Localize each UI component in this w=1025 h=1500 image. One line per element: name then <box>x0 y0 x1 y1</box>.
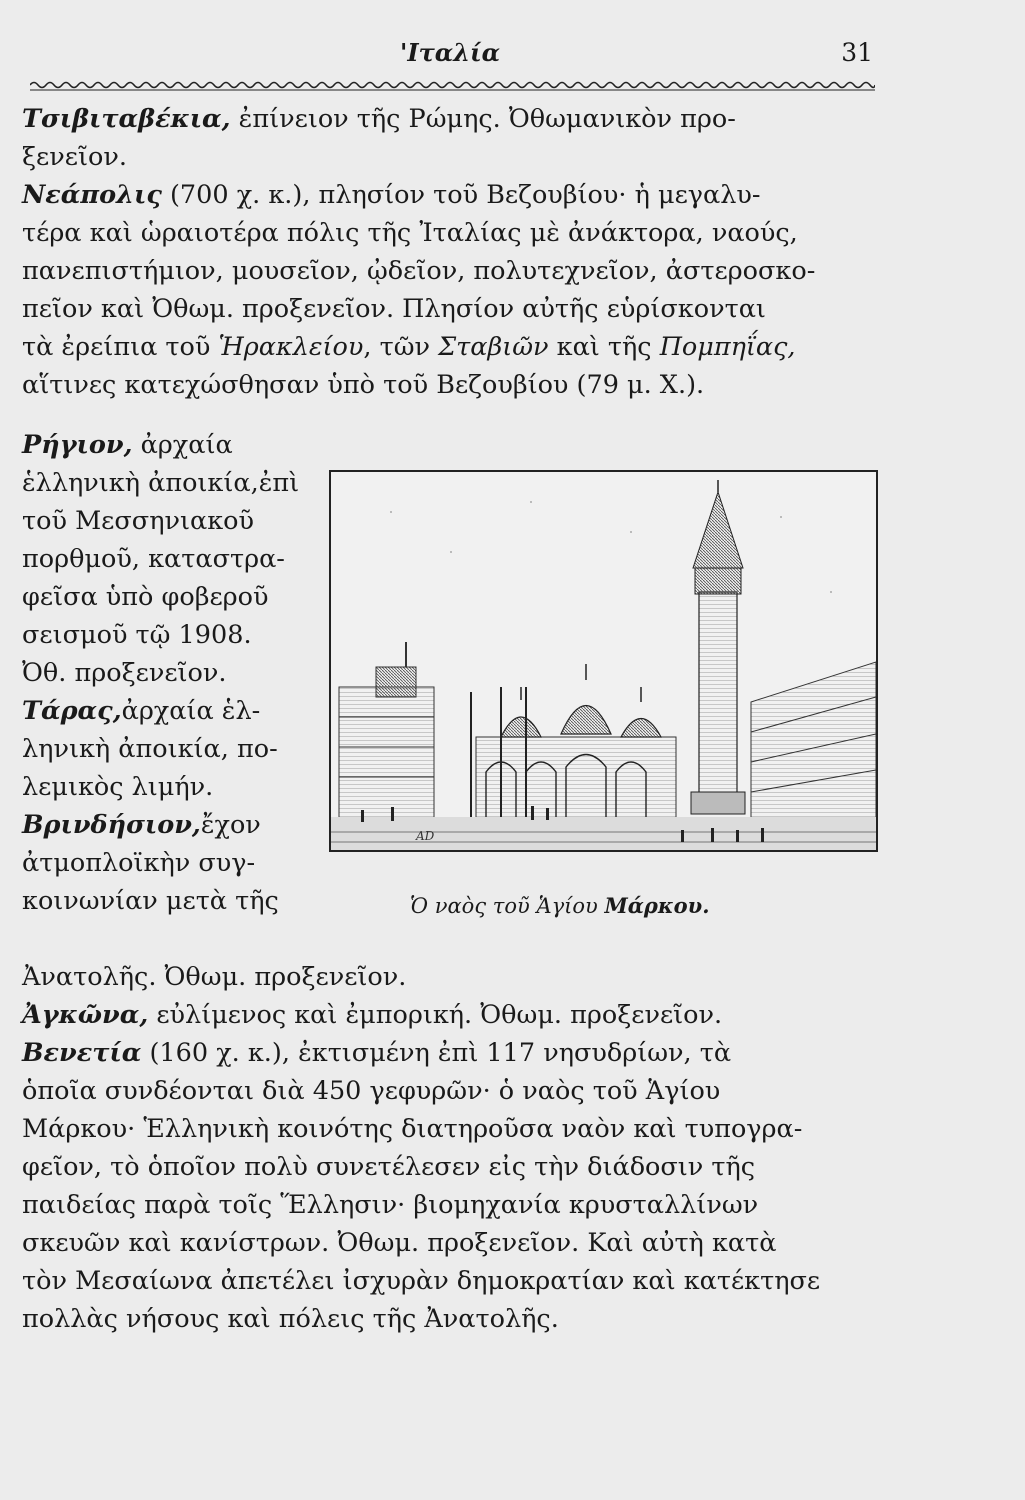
entry-text: τὸν Μεσαίωνα ἀπετέλει ἰσχυρὰν δημοκρατίαν καὶ κατέκτησε <box>22 1266 821 1296</box>
entry-text: σεισμοῦ τῷ 1908. <box>22 620 252 650</box>
entry-term: Ρήγιον, <box>22 430 133 460</box>
entry-text <box>22 328 882 366</box>
entry-vrintision <box>22 806 322 844</box>
entry-text: πορθμοῦ, καταστρα- <box>22 544 285 574</box>
entry-text: πεῖον καὶ Ὀθωμ. προξενεῖον. Πλησίον αὐτῆς εὑρίσκονται <box>22 294 766 324</box>
entry-text: ἐπίνειον τῆς Ρώμης. Ὀθωμανικὸν προ- <box>230 104 736 134</box>
entry-text: πανεπιστήμιον, μουσεῖον, ᾠδεῖον, πολυτεχνεῖον, ἀστεροσκο- <box>22 256 816 286</box>
entry-text: Ὀθ. προξενεῖον. <box>22 658 227 688</box>
text-run: τὰ ἐρείπια τοῦ <box>22 332 219 362</box>
entry-text: (160 χ. κ.), ἐκτισμένη ἐπὶ 117 νησυδρίων, τὰ <box>141 1038 732 1068</box>
engraver-monogram: AD <box>416 829 435 843</box>
entry-term: Βρινδήσιον, <box>22 810 201 840</box>
entry-term: Νεάπολις <box>22 180 162 210</box>
entry-rigion <box>22 426 322 464</box>
entry-text: σκευῶν καὶ κανίστρων. Ὀθωμ. προξενεῖον. Καὶ αὐτὴ κατὰ <box>22 1228 777 1258</box>
entry-text: παιδείας παρὰ τοῖς Ἕλλησιν· βιομηχανία κρυσταλλίνων <box>22 1190 759 1220</box>
entry-text: ἀρχαία <box>132 430 233 460</box>
italic-place-name: Σταβιῶν <box>438 332 549 362</box>
entry-text: ἀτμοπλοϊκὴν συγ- <box>22 848 256 878</box>
entry-text: εὐλίμενος καὶ ἐμπορική. Ὀθωμ. προξενεῖον. <box>148 1000 723 1030</box>
entry-text: ληνικὴ ἀποικία, πο- <box>22 734 278 764</box>
entry-text: ἔχον <box>200 810 261 840</box>
entry-text: ξενεῖον. <box>22 142 127 172</box>
entry-text: αἵτινες κατεχώσθησαν ὑπὸ τοῦ Βεζουβίου (79 μ. Χ.). <box>22 370 705 400</box>
entry-text: ἑλληνικὴ ἀποικία,ἐπὶ <box>22 468 300 498</box>
entry-text: λεμικὸς λιμήν. <box>22 772 214 802</box>
entry-term: Τσιβιταβέκια, <box>22 104 231 134</box>
caption-text-bold: Μάρκου. <box>604 893 710 918</box>
entry-tsivitavekia <box>22 100 882 138</box>
entry-text: κοινωνίαν μετὰ τῆς <box>22 886 279 916</box>
entry-neapolis <box>22 176 882 214</box>
entry-text: Ἀνατολῆς. Ὀθωμ. προξενεῖον. <box>22 962 407 992</box>
italic-place-name: Πομπηΐας, <box>659 332 796 362</box>
entry-term: Ἀγκῶνα, <box>22 1000 149 1030</box>
bottom-text-block <box>22 958 882 1338</box>
entry-term: Βενετία <box>22 1038 142 1068</box>
entry-text: τοῦ Μεσσηνιακοῦ <box>22 506 254 536</box>
entry-taras <box>22 692 322 730</box>
figure-caption <box>410 893 710 918</box>
entry-text: τέρα καὶ ὡραιοτέρα πόλις τῆς Ἰταλίας μὲ ἀνάκτορα, ναούς, <box>22 218 798 248</box>
page-header <box>0 38 1025 78</box>
text-run: , τῶν <box>363 332 439 362</box>
entry-text: ἀρχαία ἑλ- <box>121 696 261 726</box>
wavy-header-rule <box>30 78 875 92</box>
running-title: 'Ιταλία <box>400 38 501 67</box>
entry-text: φεῖον, τὸ ὁποῖον πολὺ συνετέλεσεν εἰς τὴν διάδοσιν τῆς <box>22 1152 756 1182</box>
page-number: 31 <box>841 38 873 67</box>
entry-term: Τάρας, <box>22 696 122 726</box>
figure-san-marco-illustration <box>329 470 878 852</box>
italic-place-name: Ἡρακλείου <box>218 332 364 362</box>
entry-text: ὁποῖα συνδέονται διὰ 450 γεφυρῶν· ὁ ναὸς τοῦ Ἁγίου <box>22 1076 721 1106</box>
entry-venetia <box>22 1034 882 1072</box>
entry-text: φεῖσα ὑπὸ φοβεροῦ <box>22 582 269 612</box>
engraving-image <box>331 472 876 850</box>
entry-ankona <box>22 996 882 1034</box>
entry-text: (700 χ. κ.), πλησίον τοῦ Βεζουβίου· ἡ μεγαλυ- <box>161 180 761 210</box>
entry-text: πολλὰς νήσους καὶ πόλεις τῆς Ἀνατολῆς. <box>22 1304 559 1334</box>
top-text-block <box>22 100 882 404</box>
caption-text: Ὁ ναὸς τοῦ Ἁγίου <box>410 894 605 918</box>
narrow-column <box>22 426 322 920</box>
entry-text: Μάρκου· Ἑλληνικὴ κοινότης διατηροῦσα ναὸν καὶ τυπογρα- <box>22 1114 803 1144</box>
text-run: καὶ τῆς <box>548 332 660 362</box>
